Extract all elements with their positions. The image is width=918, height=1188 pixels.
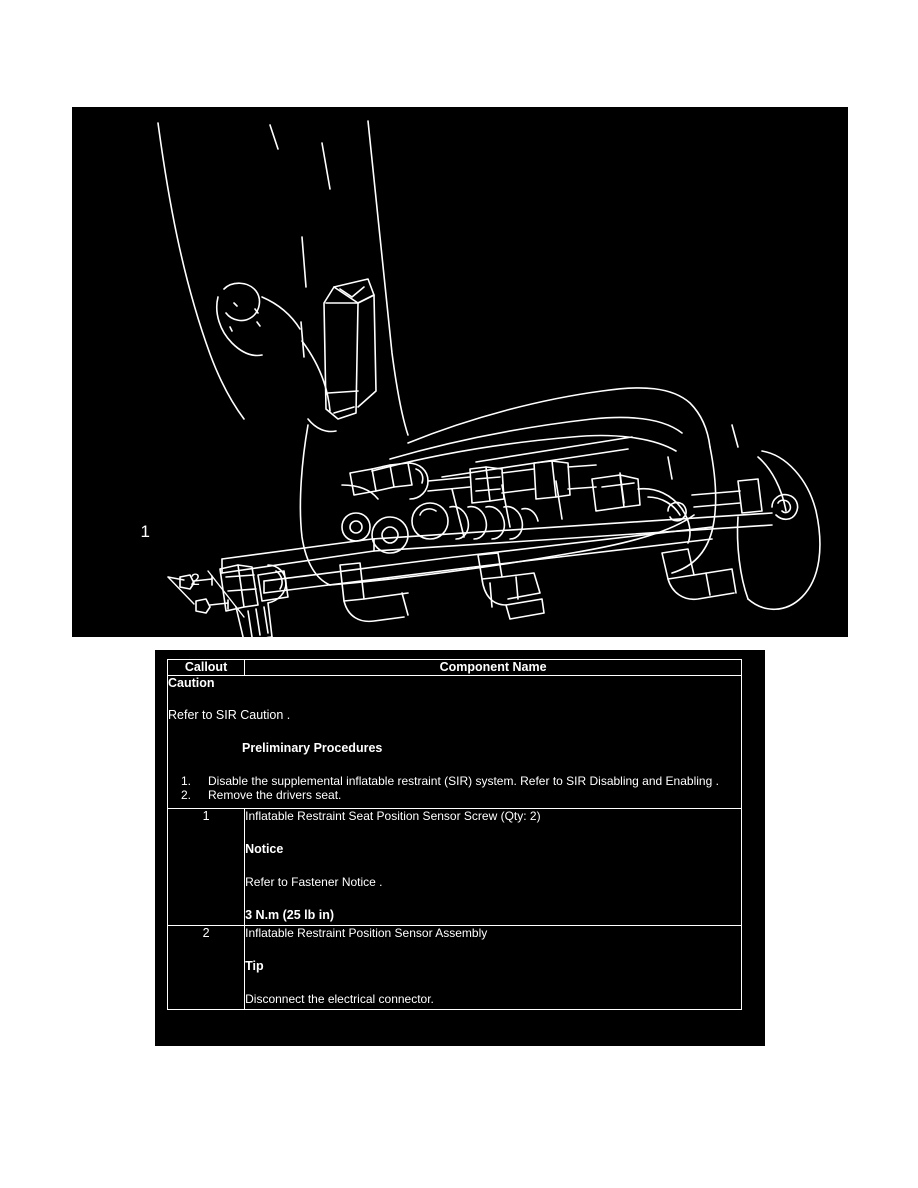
component-name: Inflatable Restraint Seat Position Sensor Screw (Qty: 2) xyxy=(245,809,541,823)
torque-spec: 3 N.m (25 lb in) xyxy=(245,908,335,922)
step-number: 1. xyxy=(181,774,192,788)
caution-cell xyxy=(168,676,742,809)
preliminary-step xyxy=(168,788,741,802)
component-table xyxy=(167,659,742,1010)
step-text: Remove the drivers seat. xyxy=(208,788,342,802)
row-callout-number: 2 xyxy=(168,926,245,1010)
tip-text: Disconnect the electrical connector. xyxy=(245,992,434,1006)
caution-reference-link[interactable]: Refer to SIR Caution . xyxy=(168,708,291,722)
preliminary-procedures-title: Preliminary Procedures xyxy=(242,741,383,755)
component-name: Inflatable Restraint Position Sensor Assembly xyxy=(245,926,488,940)
row-callout-number: 1 xyxy=(168,809,245,926)
illustration-panel xyxy=(72,107,848,637)
seat-assembly-line-drawing xyxy=(72,107,848,637)
row-component-details xyxy=(245,926,742,1010)
header-component-name: Component Name xyxy=(245,660,742,676)
row-component-details xyxy=(245,809,742,926)
step-text: Disable the supplemental inflatable restraint (SIR) system. Refer to SIR Disabling and Enabling . xyxy=(208,774,719,788)
preliminary-steps-list xyxy=(168,774,741,802)
caution-row xyxy=(168,676,742,809)
preliminary-step xyxy=(168,774,741,788)
tip-title: Tip xyxy=(245,959,264,973)
table-header-row xyxy=(168,660,742,676)
callout-label-1: 1 xyxy=(140,522,150,541)
table-row xyxy=(168,809,742,926)
component-table-panel xyxy=(155,650,765,1046)
notice-title: Notice xyxy=(245,842,284,856)
table-row xyxy=(168,926,742,1010)
notice-reference-link[interactable]: Refer to Fastener Notice . xyxy=(245,875,383,889)
step-number: 2. xyxy=(181,788,192,802)
header-callout: Callout xyxy=(168,660,245,676)
caution-title: Caution xyxy=(168,676,215,690)
callout-label-2: 2 xyxy=(190,570,200,589)
